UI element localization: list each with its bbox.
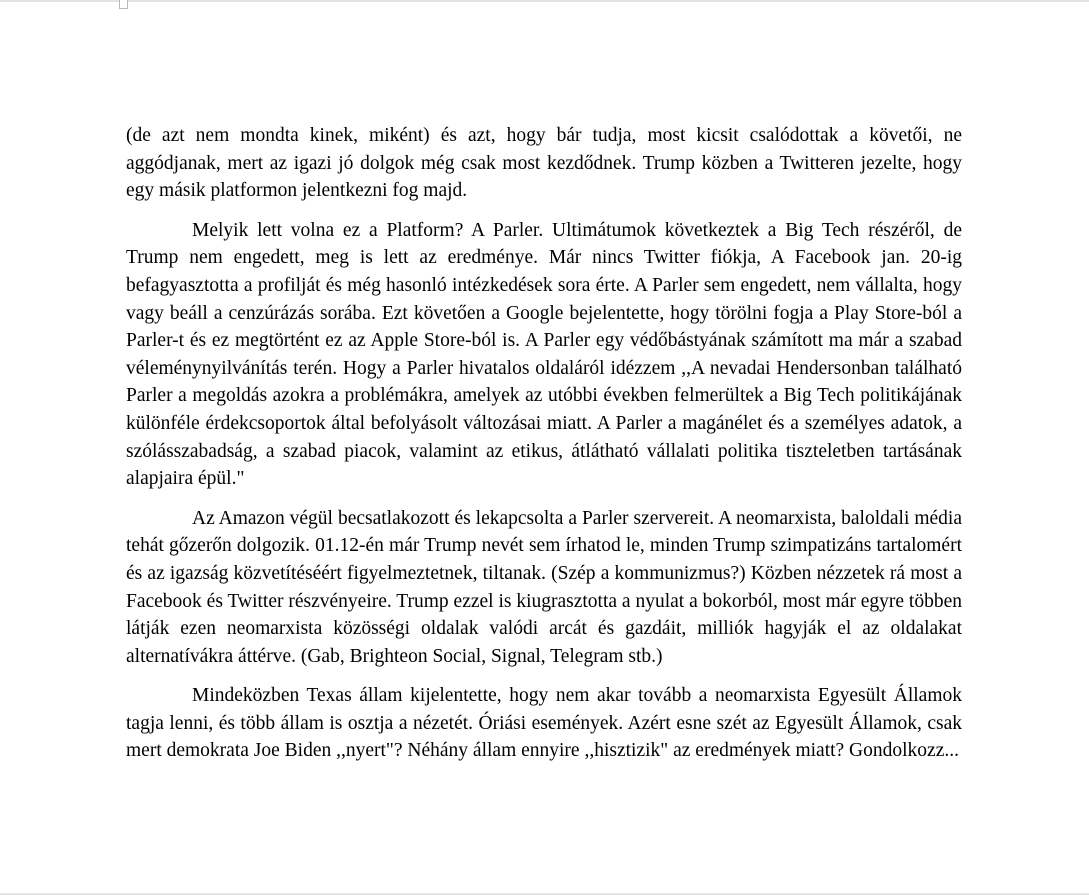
paragraph-1: (de azt nem mondta kinek, miként) és azt, hogy bár tudja, most kicsit csalódottak a követői, ne aggódjanak, mert az igazi jó dolgok még csak most kezdődnek. Trump közben a Twitteren jezelte, hogy egy másik platformon jelentkezni fog majd. — [126, 125, 962, 202]
paragraph-3: Az Amazon végül becsatlakozott és lekapcsolta a Parler szervereit. A neomarxista, baloldali média tehát gőzerőn dolgozik. 01.12-én már Trump nevét sem írhatod le, minden Trump szimpatizáns tartalomért és az igazság közvetítéséért figyelmeztetnek, tiltanak. (Szép a kommunizmus?) Közben nézzetek rá most a Facebook és Twitter részvényeire. Trump ezzel is kiugrasztotta a nyulat a bokorból, most már egyre többen látják ezen neomarxista közösségi oldalak valódi arcát és gazdáit, milliók hagyják el az oldalakat alternatívákra áttérve. (Gab, Brighteon Social, Signal, Telegram stb.) — [126, 507, 963, 667]
page-top-divider — [0, 0, 1089, 2]
paragraph-4: Mindeközben Texas állam kijelentette, hogy nem akar tovább a neomarxista Egyesült Államok tagja lenni, és több állam is osztja a nézetét. Óriási események. Azért esne szét az Egyesült Államok, csak mert demokrata Joe Biden ,,nyert"? Néhány állam ennyire ,,hisztizik" az eredmények miatt? Gondolkozz... — [126, 685, 962, 762]
paragraph-2: Melyik lett volna ez a Platform? A Parler. Ultimátumok következtek a Big Tech részéről, de Trump nem engedett, meg is lett az eredménye. Már nincs Twitter fiókja, A Facebook jan. 20-ig befagyasztotta a profilját és még hasonló intézkedések sora érte. A Parler sem engedett, nem vállalta, hogy vagy beáll a cenzúrázás sorába. Ezt követően a Google bejelentette, hogy törölni fogja a Play Store-ból a Parler-t és ez megtörtént ez az Apple Store-ból is. A Parler egy védőbástyának számított ma már a szabad véleménynyilvánítás terén. Hogy a Parler hivatalos oldaláról idézzem ,,A nevadai Hendersonban található Parler a megoldás azokra a problémákra, amelyek az utóbbi években felmerültek a Big Tech politikájának különféle érdekcsoportok által befolyásolt változásai miatt. A Parler a magánélet és a személyes adatok, a szólásszabadság, a szabad piacok, valamint az etikus, átlátható vállalati politika tiszteletben tartásának alapjaira épül." — [126, 219, 962, 490]
document-body — [126, 122, 962, 765]
page-margin-marker — [119, 0, 128, 9]
